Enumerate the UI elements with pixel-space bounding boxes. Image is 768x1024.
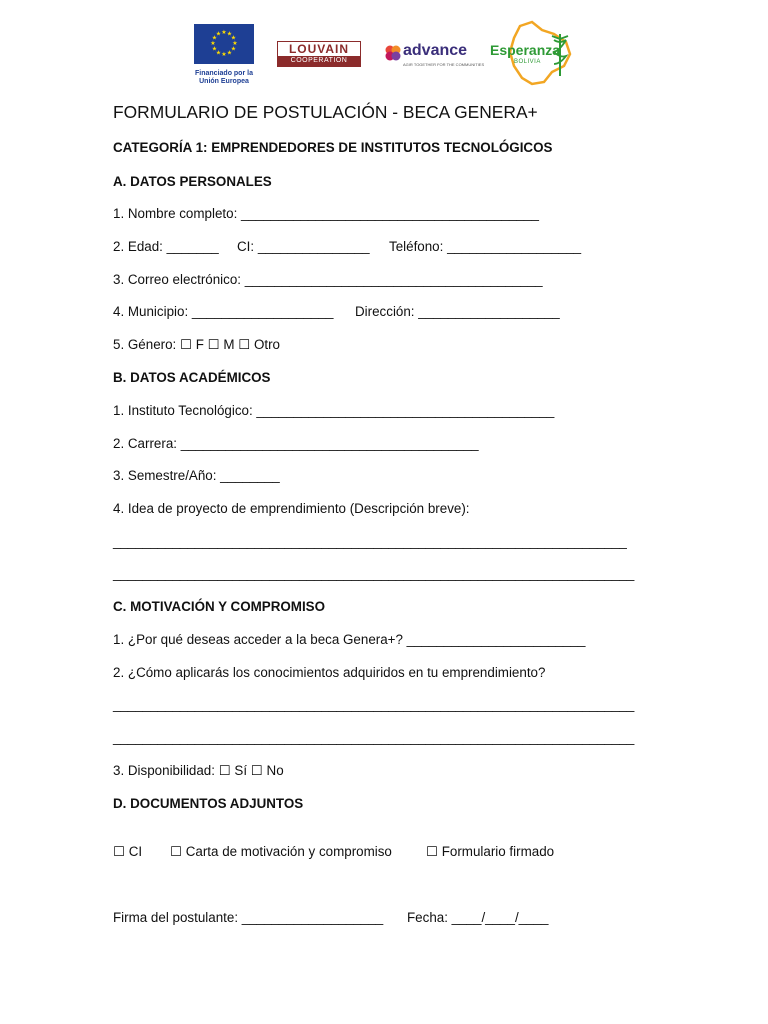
direccion-field[interactable]: Dirección: ___________________	[355, 304, 560, 319]
svg-text:★: ★	[230, 34, 237, 42]
svg-text:★: ★	[211, 34, 218, 42]
advance-flower-icon	[384, 44, 402, 62]
municipio-field[interactable]: 4. Municipio: ___________________	[113, 304, 334, 319]
idea-blank-line-1[interactable]: _____________________________________________________________________	[113, 534, 627, 549]
louvain-subtitle: COOPERATION	[278, 56, 360, 66]
louvain-cooperation-logo	[277, 41, 361, 67]
eu-caption: Financiado por la Unión Europea	[195, 70, 253, 85]
doc-ci-checkbox[interactable]: ☐ CI	[113, 844, 143, 859]
svg-text:★: ★	[211, 45, 218, 53]
nombre-field[interactable]: 1. Nombre completo: ________________________________________	[113, 206, 539, 221]
instituto-field[interactable]: 1. Instituto Tecnológico: ________________________________________	[113, 403, 555, 418]
section-a-heading: A. DATOS PERSONALES	[113, 174, 272, 189]
louvain-wordmark: LOUVAIN	[288, 42, 350, 56]
disponibilidad-checkboxes[interactable]: 3. Disponibilidad: ☐ Sí ☐ No	[113, 763, 284, 778]
svg-text:★: ★	[215, 30, 222, 38]
edad-field[interactable]: 2. Edad: _______	[113, 239, 219, 254]
section-b-heading: B. DATOS ACADÉMICOS	[113, 370, 271, 385]
svg-text:★: ★	[226, 49, 233, 57]
firma-field[interactable]: Firma del postulante: ___________________	[113, 910, 384, 925]
telefono-field[interactable]: Teléfono: __________________	[389, 239, 582, 254]
advance-tagline: AGIR TOGETHER FOR THE COMMUNITIES	[403, 62, 485, 67]
doc-carta-checkbox[interactable]: ☐ Carta de motivación y compromiso	[170, 844, 392, 859]
svg-text:★: ★	[230, 45, 237, 53]
doc-formulario-checkbox[interactable]: ☐ Formulario firmado	[426, 844, 555, 859]
section-c-heading: C. MOTIVACIÓN Y COMPROMISO	[113, 599, 326, 614]
logo-strip	[192, 20, 582, 90]
advance-wordmark: advance	[403, 42, 468, 59]
svg-text:★: ★	[232, 40, 238, 47]
esperanza-wordmark: Esperanza	[490, 42, 561, 58]
como-aplicaras-label: 2. ¿Cómo aplicarás los conocimientos adquiridos en tu emprendimiento?	[113, 665, 546, 680]
form-title: FORMULARIO DE POSTULACIÓN - BECA GENERA+	[113, 102, 538, 122]
svg-text:★: ★	[215, 49, 222, 57]
carrera-field[interactable]: 2. Carrera: ________________________________________	[113, 436, 479, 451]
svg-text:★: ★	[221, 51, 227, 58]
correo-field[interactable]: 3. Correo electrónico: ________________________________________	[113, 272, 543, 287]
eu-flag-logo	[194, 24, 254, 64]
section-d-heading: D. DOCUMENTOS ADJUNTOS	[113, 796, 304, 811]
semestre-field[interactable]: 3. Semestre/Año: ________	[113, 468, 280, 483]
idea-proyecto-label: 4. Idea de proyecto de emprendimiento (Descripción breve):	[113, 501, 470, 516]
svg-text:★: ★	[210, 40, 216, 47]
como-blank-line-2[interactable]: ______________________________________________________________________	[113, 730, 635, 745]
esperanza-country: BOLIVIA	[514, 59, 541, 65]
svg-text:★: ★	[221, 29, 227, 36]
como-blank-line-1[interactable]: ______________________________________________________________________	[113, 697, 635, 712]
idea-blank-line-2[interactable]: ______________________________________________________________________	[113, 566, 635, 581]
fecha-field[interactable]: Fecha: ____/____/____	[407, 910, 549, 925]
porque-field[interactable]: 1. ¿Por qué deseas acceder a la beca Genera+? ________________________	[113, 632, 586, 647]
category-heading: CATEGORÍA 1: EMPRENDEDORES DE INSTITUTOS TECNOLÓGICOS	[113, 140, 553, 155]
svg-text:★: ★	[226, 30, 233, 38]
genero-checkboxes[interactable]: 5. Género: ☐ F ☐ M ☐ Otro	[113, 337, 280, 352]
ci-field[interactable]: CI: _______________	[237, 239, 370, 254]
